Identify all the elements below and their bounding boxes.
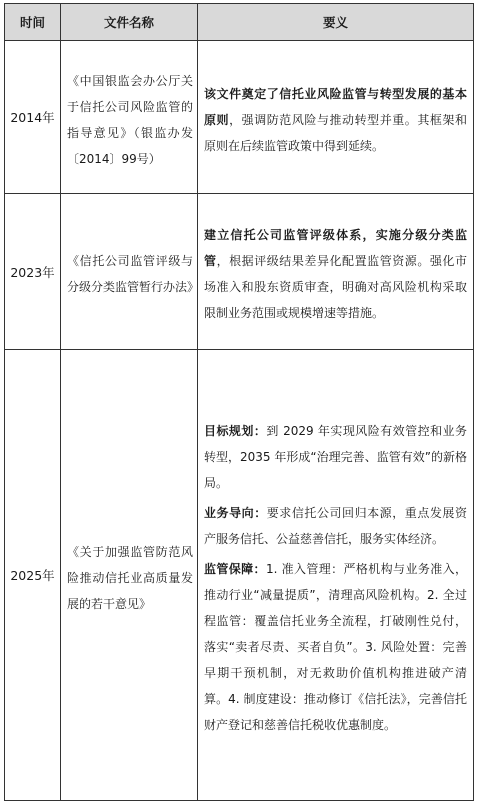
- row-requirement: [198, 194, 474, 350]
- row-document-name: 《中国银监会办公厅关于信托公司风险监管的指导意见》（银监办发〔2014〕99号）: [61, 41, 198, 194]
- row-time: 2014年: [5, 41, 61, 194]
- requirement-paragraph: [204, 222, 467, 326]
- business-text: 要求信托公司回归本源，重点发展资产服务信托、公益慈善信托，服务实体经济。: [204, 505, 467, 546]
- requirement-paragraph: [204, 81, 467, 159]
- goal-paragraph: [204, 418, 467, 496]
- row-document-name: 《信托公司监管评级与分级分类监管暂行办法》: [61, 194, 198, 350]
- safeguard-paragraph: [204, 556, 467, 738]
- row-time: 2025年: [5, 350, 61, 801]
- table-row: [5, 350, 474, 801]
- header-requirement: 要义: [198, 4, 474, 41]
- safeguard-label: 监管保障：: [204, 561, 266, 576]
- row-requirement: [198, 350, 474, 801]
- row-document-name: 《关于加强监管防范风险推动信托业高质量发展的若干意见》: [61, 350, 198, 801]
- policy-table: [4, 3, 474, 801]
- requirement-text: ，强调防范风险与推动转型并重。其框架和原则在后续监管政策中得到延续。: [204, 112, 467, 153]
- goal-label: 目标规划：: [204, 423, 267, 438]
- business-paragraph: [204, 500, 467, 552]
- goal-text: 到 2029 年实现风险有效管控和业务转型，2035 年形成“治理完善、监管有效”的新格局。: [204, 423, 467, 490]
- requirement-text: ，根据评级结果差异化配置监管资源。强化市场准入和股东资质审查，明确对高风险机构采取限制业务范围或规模增速等措施。: [204, 254, 467, 320]
- requirement-bold-text: 建立信托公司监管评级体系，实施分级分类监管: [204, 228, 467, 268]
- requirement-bold-text: 该文件奠定了信托业风险监管与转型发展的基本原则: [204, 86, 467, 127]
- table-row: [5, 41, 474, 194]
- safeguard-text: 1. 准入管理：严格机构与业务准入，推动行业“减量提质”，清理高风险机构。2. 全过程监管：覆盖信托业务全流程，打破刚性兑付，落实“卖者尽责、买者自负”。3. 风险处置：完善早期干预机制，对无救助价值机构推进破产清算。4. 制度建设：推动修订《信托法》，完善信托财产登记和慈善信托税收优惠制度。: [204, 561, 467, 732]
- business-label: 业务导向：: [204, 505, 267, 520]
- table-header-row: [5, 4, 474, 41]
- row-time: 2023年: [5, 194, 61, 350]
- table-row: [5, 194, 474, 350]
- header-name: 文件名称: [61, 4, 198, 41]
- row-requirement: [198, 41, 474, 194]
- header-time: 时间: [5, 4, 61, 41]
